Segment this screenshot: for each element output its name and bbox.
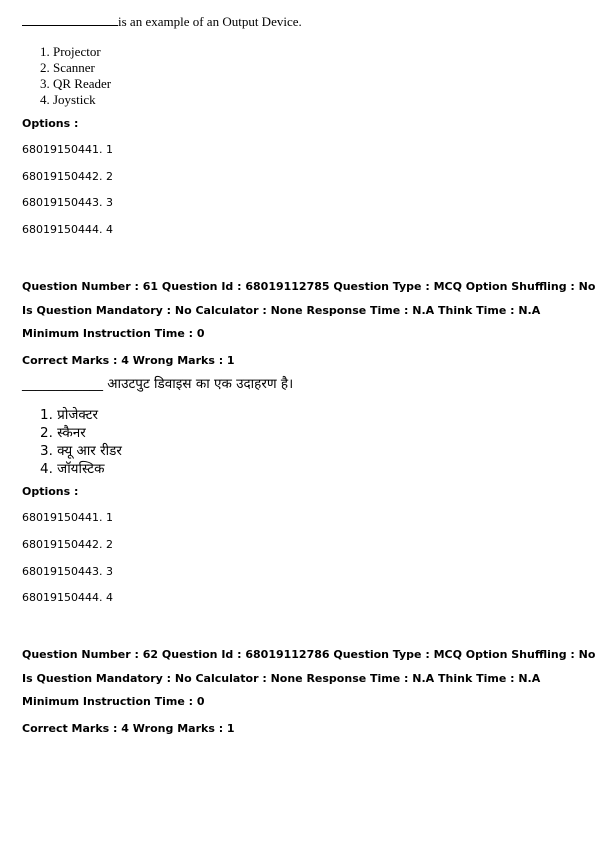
q62-meta-line-1: Question Number : 62 Question Id : 68019112786 Question Type : MCQ Option Shuffling : No	[22, 648, 595, 661]
q61-stem	[22, 374, 293, 392]
q60-option-1: 1. Projector	[40, 44, 101, 59]
q60-options-label: Options :	[22, 117, 79, 130]
q61-option-id-2: 68019150442. 2	[22, 538, 113, 551]
q61-meta-line-1: Question Number : 61 Question Id : 68019112785 Question Type : MCQ Option Shuffling : No	[22, 280, 595, 293]
q60-option-id-4: 68019150444. 4	[22, 223, 113, 236]
q61-option-id-4: 68019150444. 4	[22, 591, 113, 604]
q61-option-1: 1. प्रोजेक्टर	[40, 407, 99, 423]
q60-option-id-2: 68019150442. 2	[22, 170, 113, 183]
q61-blank: ____________	[22, 376, 103, 392]
q60-option-id-1: 68019150441. 1	[22, 143, 113, 156]
answer-blank	[22, 14, 118, 26]
q60-option-id-3: 68019150443. 3	[22, 196, 113, 209]
q61-option-4: 4. जॉयस्टिक	[40, 461, 105, 477]
q61-option-2: 2. स्कैनर	[40, 425, 86, 441]
q61-option-id-1: 68019150441. 1	[22, 511, 113, 524]
q61-options-label: Options :	[22, 485, 79, 498]
q61-meta-line-3: Minimum Instruction Time : 0	[22, 327, 205, 340]
q61-meta-line-2: Is Question Mandatory : No Calculator : None Response Time : N.A Think Time : N.A	[22, 304, 541, 317]
q62-meta-line-3: Minimum Instruction Time : 0	[22, 695, 205, 708]
q61-option-3: 3. क्यू आर रीडर	[40, 443, 122, 459]
q61-options-list	[40, 406, 122, 478]
q62-meta-line-2: Is Question Mandatory : No Calculator : None Response Time : N.A Think Time : N.A	[22, 672, 541, 685]
q60-options-list	[40, 44, 111, 108]
q60-option-4: 4. Joystick	[40, 92, 96, 107]
q62-marks: Correct Marks : 4 Wrong Marks : 1	[22, 722, 235, 735]
q61-marks: Correct Marks : 4 Wrong Marks : 1	[22, 354, 235, 367]
q60-option-2: 2. Scanner	[40, 60, 95, 75]
q61-stem-text: आउटपुट डिवाइस का एक उदाहरण है।	[107, 376, 294, 392]
q61-option-id-3: 68019150443. 3	[22, 565, 113, 578]
q60-stem	[22, 14, 302, 30]
q60-stem-text: is an example of an Output Device.	[118, 14, 302, 29]
q60-option-3: 3. QR Reader	[40, 76, 112, 91]
